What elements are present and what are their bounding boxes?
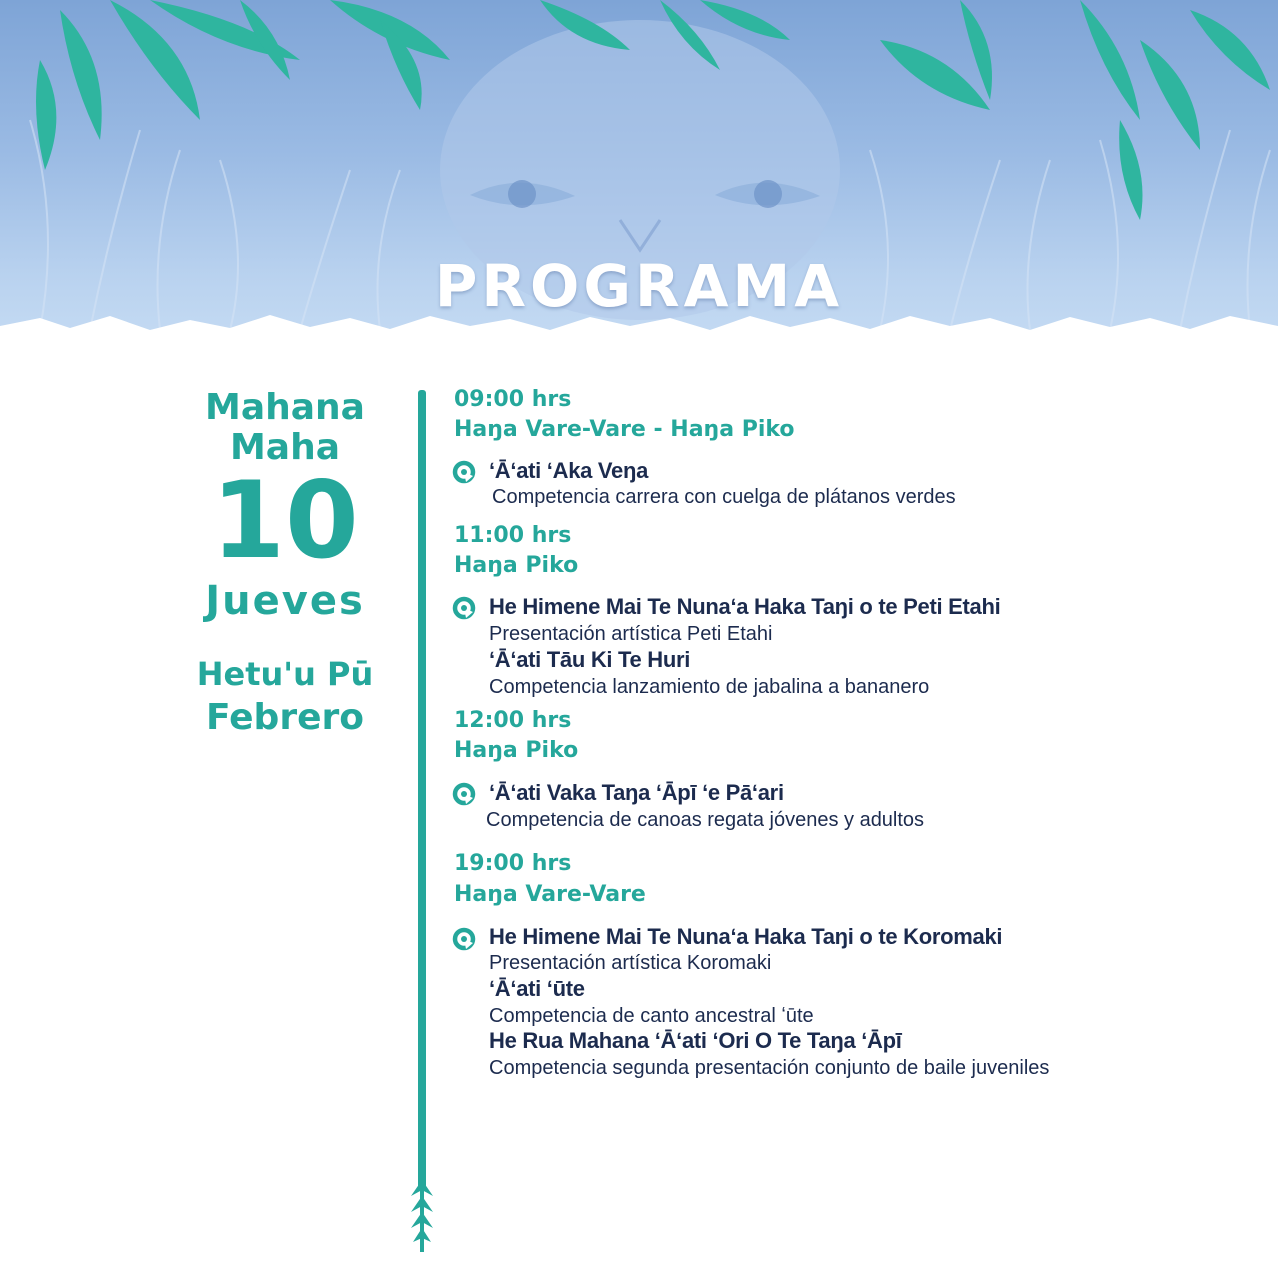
activity-description: Presentación artística Peti Etahi [489, 623, 773, 645]
month-line-2: Febrero [206, 697, 364, 738]
page-title: PROGRAMA [434, 252, 844, 320]
day-name-line-1: Mahana [205, 387, 365, 428]
activity-description: Competencia de canto ancestral ʻūte [489, 1005, 814, 1027]
activity-title: ʻĀʻati ʻūte [489, 976, 585, 1001]
time-slot-4: 19:00 hrs [454, 851, 572, 876]
activity-title: ʻĀʻati Tāu Ki Te Huri [489, 647, 691, 672]
place-slot-4: Haŋa Vare-Vare [454, 882, 646, 907]
activity-title: He Rua Mahana ʻĀʻati ʻOri O Te Taŋa ʻĀpī [489, 1028, 902, 1053]
place-slot-1: Haŋa Vare-Vare - Haŋa Piko [454, 417, 795, 442]
timeline-spear [405, 390, 441, 1260]
activity-description: Competencia lanzamiento de jabalina a bananero [489, 676, 930, 698]
day-number: 10 [211, 459, 359, 582]
spiral-bullet-icon [452, 596, 476, 620]
month-line-1: Hetu'u Pū [196, 655, 374, 693]
spiral-bullet-icon [452, 460, 476, 484]
activity-title: He Himene Mai Te Nunaʻa Haka Taŋi o te Peti Etahi [489, 594, 1001, 619]
activity-title: ʻĀʻati ʻAka Veŋa [489, 458, 649, 483]
day-name-line-2: Maha [229, 427, 341, 468]
activity-description: Competencia carrera con cuelga de plátanos verdes [492, 486, 956, 508]
time-slot-1: 09:00 hrs [454, 387, 572, 412]
place-slot-2: Haŋa Piko [454, 553, 579, 578]
header-banner [0, 0, 1278, 345]
activity-title: He Himene Mai Te Nunaʻa Haka Taŋi o te Koromaki [489, 924, 1003, 949]
spiral-bullet-icon [452, 782, 476, 806]
activity-description: Competencia segunda presentación conjunto de baile juveniles [489, 1057, 1050, 1079]
place-slot-3: Haŋa Piko [454, 738, 579, 763]
activity-description: Competencia de canoas regata jóvenes y adultos [486, 809, 925, 831]
spiral-bullet-icon [452, 927, 476, 951]
time-slot-3: 12:00 hrs [454, 708, 572, 733]
day-weekday: Jueves [205, 578, 365, 624]
time-slot-2: 11:00 hrs [454, 523, 572, 548]
activity-title: ʻĀʻati Vaka Taŋa ʻĀpī ʻe Pāʻari [489, 780, 784, 805]
activity-description: Presentación artística Koromaki [489, 952, 772, 974]
